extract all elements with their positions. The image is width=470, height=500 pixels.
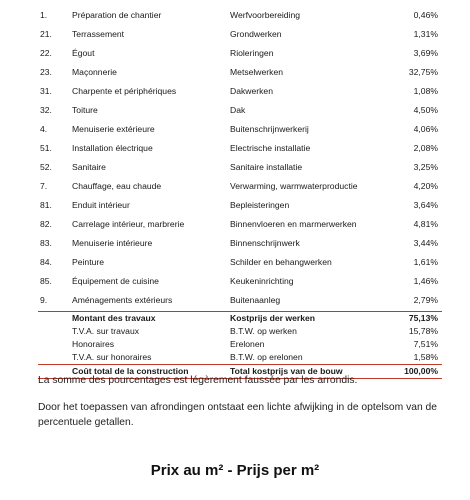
row-label-nl: Rioleringen <box>230 48 274 58</box>
row-label-fr: Toiture <box>72 105 98 115</box>
table-row <box>38 196 442 215</box>
table-row <box>38 253 442 272</box>
rounding-notes <box>38 373 442 442</box>
row-percentage: 3,44% <box>413 238 438 248</box>
row-percentage: 4,06% <box>413 124 438 134</box>
row-label-nl: B.T.W. op erelonen <box>230 352 303 362</box>
row-number: 22. <box>40 48 52 58</box>
row-label-fr: Maçonnerie <box>72 67 117 77</box>
row-percentage: 3,25% <box>413 162 438 172</box>
row-label-fr: Terrassement <box>72 29 125 39</box>
row-label-nl: Buitenaanleg <box>230 295 281 305</box>
total-label-fr: Coût total de la construction <box>72 366 189 376</box>
table-row <box>38 25 442 44</box>
subtotal-label-fr: Montant des travaux <box>72 313 156 323</box>
table-row <box>38 139 442 158</box>
row-label-nl: Grondwerken <box>230 29 282 39</box>
table-row <box>38 44 442 63</box>
row-label-nl: Erelonen <box>230 339 265 349</box>
table-row <box>38 120 442 139</box>
row-label-nl: Werfvoorbereiding <box>230 10 301 20</box>
row-label-fr: Peinture <box>72 257 105 267</box>
table-row <box>38 6 442 25</box>
row-percentage: 0,46% <box>413 10 438 20</box>
row-percentage: 1,46% <box>413 276 438 286</box>
table-row <box>38 101 442 120</box>
row-number: 7. <box>40 181 48 191</box>
subtotal-label-nl: Kostprijs der werken <box>230 313 316 323</box>
row-number: 83. <box>40 238 52 248</box>
row-number: 84. <box>40 257 52 267</box>
row-label-nl: Keukeninrichting <box>230 276 294 286</box>
table-row <box>38 291 442 310</box>
row-number: 31. <box>40 86 52 96</box>
row-number: 85. <box>40 276 52 286</box>
row-label-fr: Carrelage intérieur, marbrerie <box>72 219 185 229</box>
table-row <box>38 351 442 364</box>
row-number: 51. <box>40 143 52 153</box>
row-number: 81. <box>40 200 52 210</box>
table-row <box>38 234 442 253</box>
row-label-fr: Sanitaire <box>72 162 106 172</box>
row-label-nl: Bepleisteringen <box>230 200 290 210</box>
row-label-fr: Aménagements extérieurs <box>72 295 173 305</box>
row-label-fr: T.V.A. sur travaux <box>72 326 140 336</box>
table-row <box>38 177 442 196</box>
subtotal-row <box>38 312 442 325</box>
row-percentage: 4,20% <box>413 181 438 191</box>
row-percentage: 3,64% <box>413 200 438 210</box>
row-label-fr: Charpente et périphériques <box>72 86 177 96</box>
total-label-nl: Total kostprijs van de bouw <box>230 366 343 376</box>
row-label-nl: B.T.W. op werken <box>230 326 297 336</box>
row-label-nl: Binnenvloeren en marmerwerken <box>230 219 357 229</box>
row-label-fr: Préparation de chantier <box>72 10 162 20</box>
row-label-fr: Équipement de cuisine <box>72 276 159 286</box>
row-percentage: 7,51% <box>413 339 438 349</box>
table-row <box>38 63 442 82</box>
row-percentage: 15,78% <box>408 326 438 336</box>
row-label-fr: Chauffage, eau chaude <box>72 181 162 191</box>
row-label-fr: T.V.A. sur honoraires <box>72 352 152 362</box>
row-percentage: 4,81% <box>413 219 438 229</box>
row-label-fr: Menuiserie extérieure <box>72 124 155 134</box>
row-number: 1. <box>40 10 48 20</box>
row-label-fr: Honoraires <box>72 339 115 349</box>
row-number: 52. <box>40 162 52 172</box>
table-row <box>38 82 442 101</box>
row-label-nl: Metselwerken <box>230 67 284 77</box>
subtotal-percentage: 75,13% <box>408 313 438 323</box>
row-percentage: 3,69% <box>413 48 438 58</box>
row-percentage: 4,50% <box>413 105 438 115</box>
cost-rows <box>38 6 442 310</box>
cost-breakdown-table <box>38 6 442 379</box>
table-row <box>38 325 442 338</box>
total-percentage: 100,00% <box>404 366 438 376</box>
row-percentage: 2,08% <box>413 143 438 153</box>
row-label-nl: Dak <box>230 105 246 115</box>
row-number: 9. <box>40 295 48 305</box>
row-label-nl: Schilder en behangwerken <box>230 257 332 267</box>
table-row <box>38 272 442 291</box>
row-label-nl: Electrische installatie <box>230 143 311 153</box>
note-nl: Door het toepassen van afrondingen ontstaat een lichte afwijking in de optelsom van de percentuele getallen. <box>38 402 437 428</box>
extra-cost-rows <box>38 325 442 364</box>
note-fr: La somme des pourcentages est légèrement faussée par les arrondis. <box>38 375 358 386</box>
row-number: 82. <box>40 219 52 229</box>
row-label-nl: Binnenschrijnwerk <box>230 238 300 248</box>
row-percentage: 1,61% <box>413 257 438 267</box>
row-label-fr: Égout <box>72 48 95 58</box>
section-heading: Prix au m² - Prijs per m² <box>150 462 320 479</box>
row-number: 23. <box>40 67 52 77</box>
row-label-nl: Verwarming, warmwaterproductie <box>230 181 358 191</box>
table-row <box>38 338 442 351</box>
table-row <box>38 158 442 177</box>
row-number: 4. <box>40 124 48 134</box>
row-label-fr: Menuiserie intérieure <box>72 238 153 248</box>
row-number: 21. <box>40 29 52 39</box>
row-percentage: 2,79% <box>413 295 438 305</box>
row-number: 32. <box>40 105 52 115</box>
row-percentage: 1,08% <box>413 86 438 96</box>
row-label-fr: Installation électrique <box>72 143 153 153</box>
row-label-nl: Buitenschrijnwerkerij <box>230 124 309 134</box>
table-row <box>38 215 442 234</box>
row-percentage: 1,31% <box>413 29 438 39</box>
row-percentage: 32,75% <box>408 67 438 77</box>
row-percentage: 1,58% <box>413 352 438 362</box>
row-label-nl: Sanitaire installatie <box>230 162 303 172</box>
row-label-fr: Enduit intérieur <box>72 200 130 210</box>
row-label-nl: Dakwerken <box>230 86 273 96</box>
